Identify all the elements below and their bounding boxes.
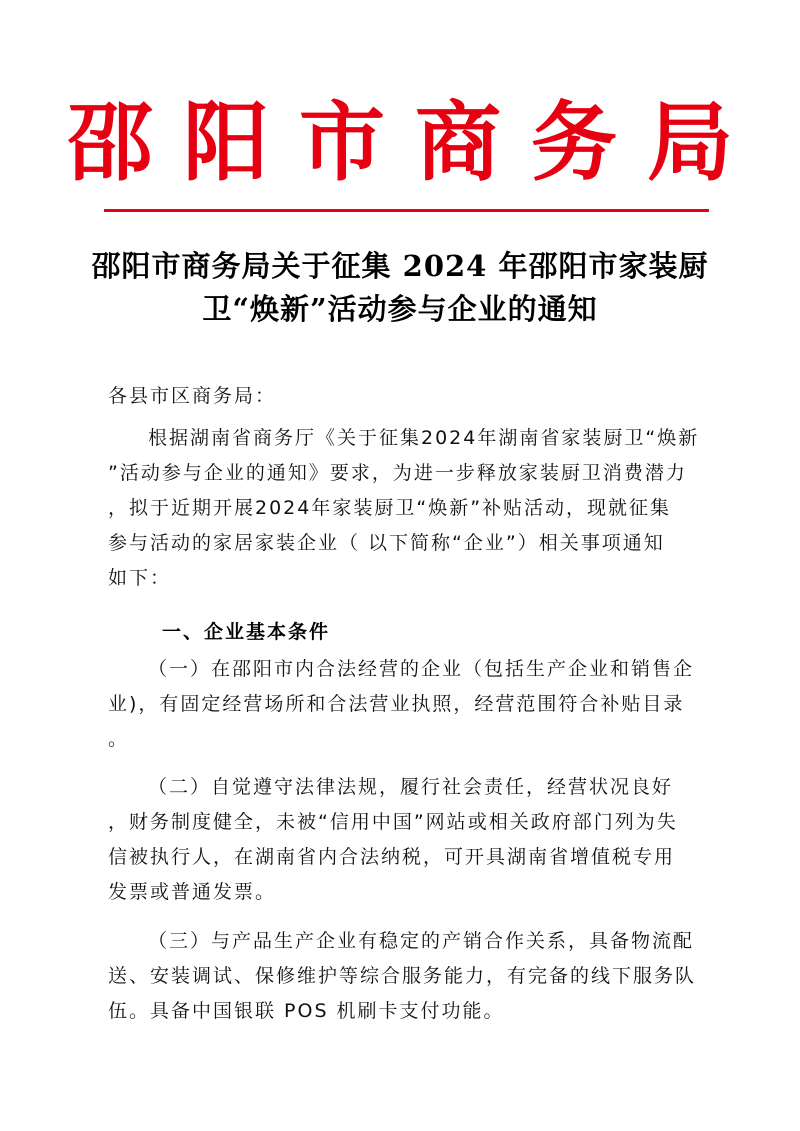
intro-line: 参与活动的家居家装企业（ 以下简称“企业”）相关事项通知 — [108, 532, 665, 554]
intro-line: ，拟于近期开展2024年家装厨卫“焕新”补贴活动，现就征集 — [108, 497, 672, 519]
condition-line: （二）自觉遵守法律法规，履行社会责任，经营状况良好 — [148, 776, 674, 798]
intro-line: 根据湖南省商务厅《关于征集2024年湖南省家装厨卫“焕新 — [148, 427, 700, 449]
condition-line: 业)，有固定经营场所和合法营业执照，经营范围符合补贴目录 — [108, 693, 685, 715]
condition-item-3 — [108, 924, 710, 1029]
condition-line: 伍。具备中国银联 POS 机刷卡支付功能。 — [108, 1000, 505, 1022]
condition-line: （一）在邵阳市内合法经营的企业（包括生产企业和销售企 — [148, 658, 695, 680]
section-heading: 一、企业基本条件 — [162, 621, 331, 643]
condition-line: ，财务制度健全，未被“信用中国”网站或相关政府部门列为失 — [108, 811, 678, 833]
red-divider-line — [104, 209, 709, 212]
salutation: 各县市区商务局： — [108, 385, 277, 407]
condition-line: 信被执行人，在湖南省内合法纳税，可开具湖南省增值税专用 — [108, 846, 676, 868]
issuer-masthead: 邵阳市商务局 — [67, 92, 763, 193]
condition-line: （三）与产品生产企业有稳定的产销合作关系，具备物流配 — [148, 930, 695, 952]
condition-line: 送、安装调试、保修维护等综合服务能力，有完备的线下服务队 — [108, 965, 697, 987]
condition-item-2 — [108, 770, 710, 910]
intro-paragraph — [108, 421, 710, 596]
condition-item-1 — [108, 652, 710, 757]
condition-line: 。 — [108, 728, 130, 750]
document-title-line-2: 卫“焕新”活动参与企业的通知 — [202, 292, 598, 326]
condition-line: 发票或普通发票。 — [108, 881, 277, 903]
document-title-line-1: 邵阳市商务局关于征集 2024 年邵阳市家装厨 — [91, 249, 709, 283]
intro-line: 如下： — [108, 567, 172, 589]
intro-line: ”活动参与企业的通知》要求，为进一步释放家装厨卫消费潜力 — [108, 462, 687, 484]
